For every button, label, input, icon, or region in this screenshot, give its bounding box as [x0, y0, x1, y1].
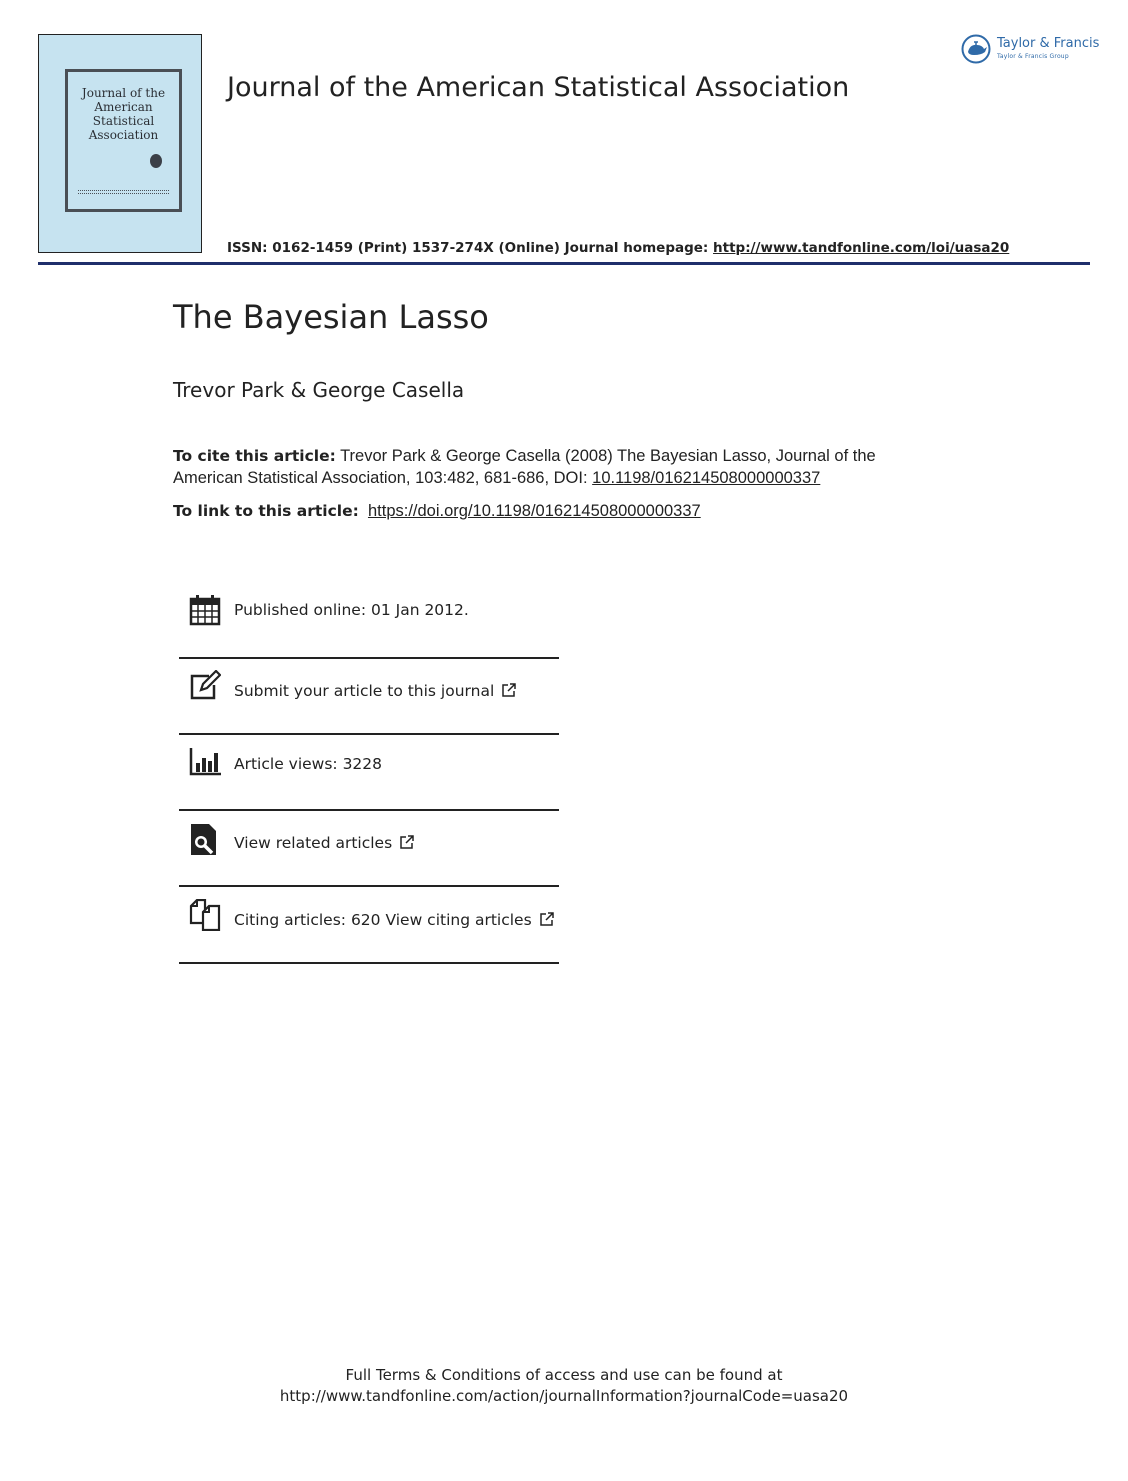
doi-link[interactable]: 10.1198/016214508000000337: [592, 469, 821, 487]
cover-seal-icon: [150, 154, 162, 168]
header-divider: [38, 262, 1090, 265]
article-title: The Bayesian Lasso: [173, 298, 489, 336]
published-row: [179, 594, 559, 634]
article-views: Article views: 3228: [234, 755, 383, 773]
submit-label: Submit your article to this journal: [234, 682, 495, 700]
external-link-icon: [540, 912, 554, 926]
link-label: To link to this article:: [173, 502, 359, 520]
teapot-lamp-icon: [960, 34, 992, 64]
views-row: [179, 746, 559, 786]
bar-chart-icon: [189, 746, 221, 778]
cover-title: Journal of the American Statistical Association: [81, 86, 166, 142]
citing-row[interactable]: [179, 899, 559, 939]
view-related-articles-link[interactable]: [234, 834, 414, 852]
cite-label: To cite this article:: [173, 447, 336, 465]
article-link-block: [173, 502, 701, 521]
published-date: Published online: 01 Jan 2012.: [234, 601, 469, 619]
cite-text: Trevor Park & George Casella (2008) The Bayesian Lasso, Journal of the American Statistical Association, 103:482, 681-686, DOI:: [173, 447, 876, 487]
journal-homepage-link[interactable]: http://www.tandfonline.com/loi/uasa20: [713, 240, 1010, 256]
calendar-icon: [189, 594, 221, 626]
terms-url[interactable]: http://www.tandfonline.com/action/journalInformation?journalCode=uasa20: [279, 1387, 849, 1405]
external-link-icon: [400, 835, 414, 849]
article-authors: Trevor Park & George Casella: [173, 378, 465, 402]
terms-text: Full Terms & Conditions of access and use can be found at: [345, 1366, 783, 1384]
submit-article-link[interactable]: [234, 682, 516, 700]
view-citing-articles-link[interactable]: [234, 911, 554, 929]
journal-cover: [38, 34, 202, 253]
submit-row[interactable]: [179, 670, 559, 710]
citation-block: [173, 445, 933, 489]
document-search-icon: [189, 823, 221, 855]
cover-frame: [65, 69, 182, 212]
info-divider: [179, 657, 559, 659]
related-row[interactable]: [179, 823, 559, 863]
external-link-icon: [502, 683, 516, 697]
info-divider: [179, 962, 559, 964]
journal-title: Journal of the American Statistical Association: [227, 72, 850, 103]
terms-footer: [0, 1365, 1128, 1407]
info-divider: [179, 809, 559, 811]
info-divider: [179, 885, 559, 887]
publisher-logo[interactable]: [960, 34, 1100, 66]
info-divider: [179, 733, 559, 735]
article-doi-url[interactable]: https://doi.org/10.1198/016214508000000337: [367, 502, 701, 520]
issn-line: [227, 240, 1009, 256]
cover-footer-line: [78, 190, 169, 194]
issn-text: ISSN: 0162-1459 (Print) 1537-274X (Online) Journal homepage:: [227, 240, 714, 256]
publisher-name: Taylor & Francis: [997, 36, 1100, 51]
related-label: View related articles: [234, 834, 393, 852]
citing-documents-icon: [189, 899, 221, 931]
citing-label: Citing articles: 620 View citing articles: [234, 911, 532, 929]
publisher-sub: Taylor & Francis Group: [997, 53, 1069, 60]
edit-icon: [189, 670, 221, 702]
